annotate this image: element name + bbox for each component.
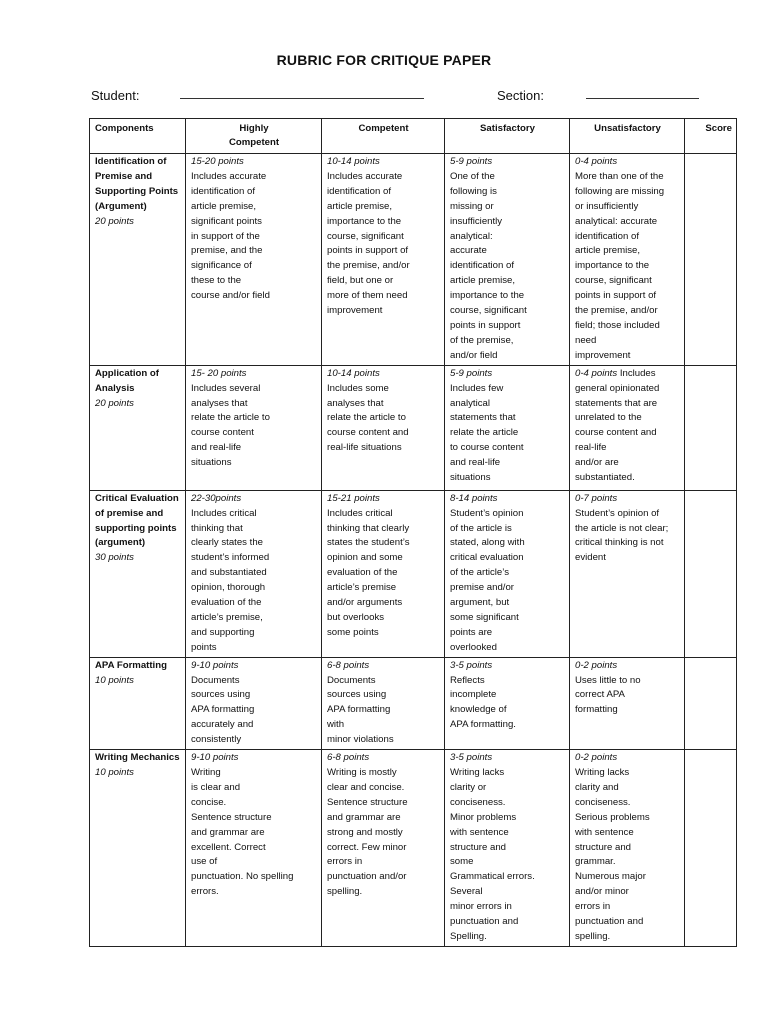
section-line[interactable] [586,86,699,102]
criteria-cell [445,750,570,947]
component-points: 20 points [95,397,134,409]
component-points: 10 points [95,767,134,778]
criteria-text: Documents sources using APA formatting accurately and consistently [191,674,255,746]
student-field [91,88,139,103]
criteria-points: 10-14 points [327,156,380,167]
table-row [90,657,737,749]
criteria-points: 5-9 points [450,156,493,167]
criteria-points: 22-30points [191,492,242,504]
header-score: Score [685,119,737,154]
criteria-text: Includes few analytical statements that relate the article to course content and real-life situations [450,382,524,484]
score-cell[interactable] [685,365,737,490]
criteria-text: Writing is mostly clear and concise. Sentence structure and grammar are strong and mostly correct. Few minor errors in punctuation and/or spelling. [327,767,408,898]
component-name: Application of Analysis [95,367,159,394]
component-points: 10 points [95,674,134,686]
criteria-text: Includes several analyses that relate the article to course content and real-life situations [191,382,270,469]
component-cell [90,657,186,749]
criteria-points: 6-8 points [327,752,370,764]
criteria-points: 10-14 points [327,367,380,379]
criteria-points: 8-14 points [450,492,498,504]
criteria-points: 0-7 points [575,492,618,504]
criteria-text: Student’s opinion of the article is stated, along with critical evaluation of the article’s premise and/or argument, but some significant points are overlooked [450,507,525,653]
criteria-cell [186,154,322,366]
criteria-cell [445,490,570,657]
criteria-cell [186,365,322,490]
criteria-points: 0-2 points [575,752,618,764]
criteria-points: 3-5 points [450,752,493,764]
score-cell[interactable] [685,657,737,749]
criteria-text: Reflects incomplete knowledge of APA formatting. [450,674,516,731]
criteria-text: Includes some analyses that relate the article to course content and real-life situations [327,382,409,454]
component-cell [90,490,186,657]
criteria-cell [570,657,685,749]
section-field [497,88,544,103]
criteria-text: Includes accurate identification of article premise, importance to the course, significant points in support of the premise, and/or field, but one or more of them need improvement [327,170,410,317]
student-line[interactable] [180,86,424,102]
criteria-text: Writing lacks clarity or conciseness. Minor problems with sentence structure and some Grammatical errors. Several minor errors in punctuation and Spelling. [450,767,535,942]
page-title: RUBRIC FOR CRITIQUE PAPER [276,52,492,68]
criteria-cell [570,750,685,947]
criteria-text: Includes critical thinking that clearly states the student’s informed and substantiated opinion, thorough evaluation of the article’s premise, and supporting points [191,507,270,653]
component-cell [90,154,186,366]
criteria-points: 6-8 points [327,659,370,671]
table-row [90,750,737,947]
table-row [90,490,737,657]
section-label: Section: [497,88,544,103]
criteria-points: 9-10 points [191,659,239,671]
criteria-text: Writing is clear and concise. Sentence structure and grammar are excellent. Correct use of punctuation. No spelling errors. [191,767,294,898]
criteria-text: One of the following is missing or insufficiently analytical: accurate identification of article premise, importance to the course, significant points in support of the premise, and/or field [450,170,527,361]
criteria-points: 0-4 points [575,367,618,379]
criteria-cell [186,490,322,657]
score-cell[interactable] [685,750,737,947]
criteria-text: Uses little to no correct APA formatting [575,674,641,716]
criteria-cell [445,365,570,490]
header-satisfactory: Satisfactory [445,119,570,154]
component-name: Identification of Premise and Supporting Points (Argument) [95,156,179,212]
criteria-points: 15-20 points [191,156,244,167]
criteria-cell [570,154,685,366]
rubric-table [89,118,737,947]
header-components: Components [90,119,186,154]
criteria-text: Writing lacks clarity and conciseness. Serious problems with sentence structure and grammar. Numerous major and/or minor errors in punctuation and spelling. [575,767,650,942]
criteria-points: 3-5 points [450,659,493,671]
criteria-text: Includes critical thinking that clearly states the student’s opinion and some evaluation of the article’s premise and/or arguments but overlooks some points [327,507,410,638]
score-cell[interactable] [685,490,737,657]
header-row [90,119,737,154]
criteria-cell [186,750,322,947]
criteria-points: 0-2 points [575,659,618,671]
component-points: 20 points [95,215,134,227]
component-cell [90,750,186,947]
component-name: Writing Mechanics [95,752,180,764]
header-highly-competent: Highly Competent [186,119,322,154]
student-blank[interactable] [180,86,424,99]
header-competent: Competent [322,119,445,154]
criteria-points: 5-9 points [450,367,493,379]
criteria-points: 0-4 points [575,156,618,167]
criteria-text: Documents sources using APA formatting with minor violations [327,674,394,746]
criteria-cell [322,490,445,657]
score-cell[interactable] [685,154,737,366]
criteria-cell [322,365,445,490]
criteria-points: 9-10 points [191,752,239,764]
criteria-points: 15-21 points [327,492,380,504]
criteria-text: More than one of the following are missing or insufficiently analytical: accurate identification of article premise, importance to the course, significant points in support of the premise, and/or field; those included need improvement [575,170,665,361]
component-cell [90,365,186,490]
criteria-cell [570,365,685,490]
criteria-points: 15- 20 points [191,367,247,379]
criteria-cell [570,490,685,657]
header-unsatisfactory: Unsatisfactory [570,119,685,154]
component-name: Critical Evaluation of premise and supporting points (argument) [95,492,179,549]
criteria-text: Includes general opinionated statements that are unrelated to the course content and real-life and/or are substantiated. [575,367,660,484]
table-row [90,154,737,366]
criteria-cell [186,657,322,749]
criteria-cell [322,750,445,947]
component-points: 30 points [95,552,134,564]
criteria-text: Includes accurate identification of article premise, significant points in support of the premise, and the significance of these to the course and/or field [191,170,270,302]
criteria-text: Student’s opinion of the article is not clear; critical thinking is not evident [575,507,669,564]
criteria-cell [322,154,445,366]
criteria-cell [322,657,445,749]
table-row [90,365,737,490]
criteria-cell [445,154,570,366]
student-label: Student: [91,88,140,103]
criteria-cell [445,657,570,749]
component-name: APA Formatting [95,659,167,671]
section-blank[interactable] [586,86,699,99]
